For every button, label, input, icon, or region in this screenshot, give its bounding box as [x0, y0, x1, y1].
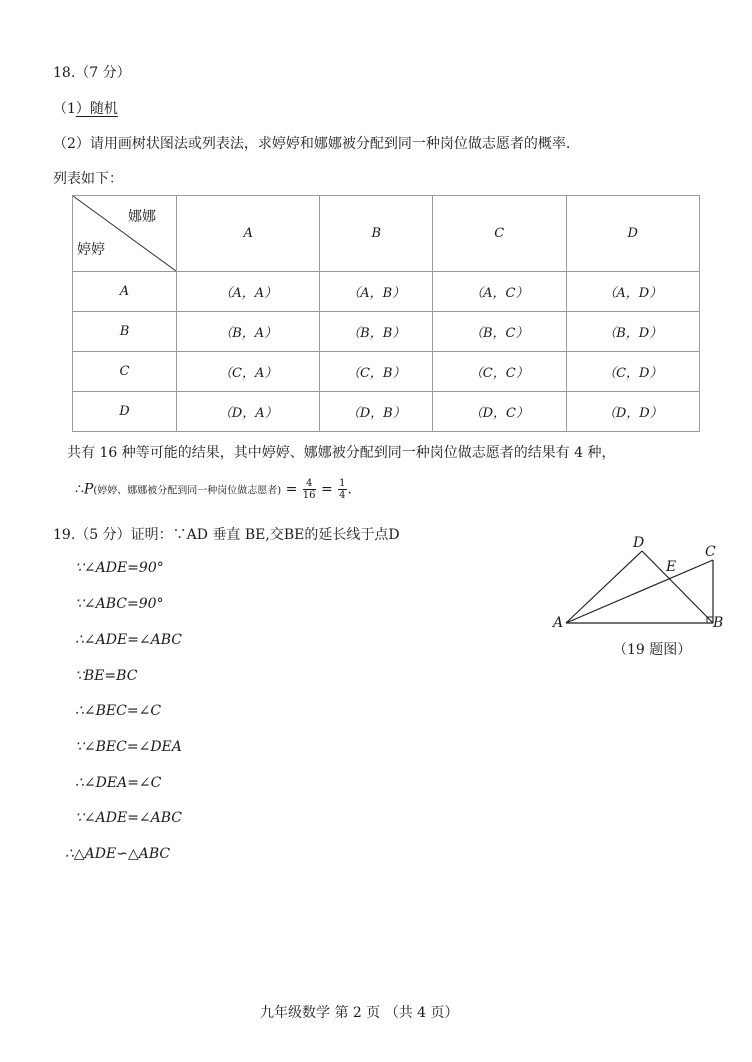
proof-step: ∵∠ADE=∠ABC [75, 810, 183, 826]
table-row [73, 352, 700, 392]
page-footer: 九年级数学 第 2 页 （共 4 页） [260, 1005, 459, 1021]
table-cell: （B，A） [177, 312, 320, 352]
equals-sign: = [285, 481, 298, 498]
fraction-numerator: 1 [339, 478, 346, 489]
q19-heading: 19.（5 分）证明：∵AD 垂直 BE,交BE的延长线于点D [53, 527, 400, 543]
point-label-d: D [633, 535, 645, 551]
point-label-e: E [666, 559, 677, 575]
diagonal-line [73, 196, 176, 271]
point-label-c: C [705, 544, 716, 560]
proof-step: ∵∠ADE=90° [75, 560, 164, 576]
column-header: A [177, 196, 320, 272]
column-header: B [320, 196, 433, 272]
proof-step: ∵BE=BC [75, 668, 138, 684]
table-cell: （B，B） [320, 312, 433, 352]
table-cell: （D，A） [177, 392, 320, 432]
table-cell: （B，C） [433, 312, 566, 352]
row-header: D [73, 392, 177, 432]
table-cell: （C，B） [320, 352, 433, 392]
geometry-figure [550, 535, 740, 658]
table-cell: （B，D） [566, 312, 700, 352]
fraction-denominator: 4 [339, 490, 346, 501]
proof-step: ∴∠BEC=∠C [75, 703, 162, 719]
period: . [347, 481, 352, 498]
corner-top-label: 娜娜 [128, 209, 156, 225]
proof-step: ∵∠BEC=∠DEA [75, 739, 182, 755]
row-header: A [73, 272, 177, 312]
fraction-4-16 [303, 478, 316, 501]
column-header: C [433, 196, 566, 272]
probability-line [75, 478, 352, 501]
fraction-1-4 [338, 478, 346, 501]
column-header: D [566, 196, 700, 272]
table-row [73, 272, 700, 312]
point-label-b: B [713, 615, 724, 631]
table-header-row [73, 196, 700, 272]
probability-event: (婷婷、娜娜被分配到同一种岗位做志愿者) [93, 485, 282, 497]
table-corner-cell [73, 196, 177, 272]
corner-bottom-label: 婷婷 [77, 242, 105, 258]
table-cell: （C，D） [566, 352, 700, 392]
q18-part1-prefix: （1 [53, 101, 76, 117]
equals-sign: = [320, 481, 333, 498]
fraction-numerator: 4 [303, 478, 316, 490]
table-row [73, 312, 700, 352]
proof-conclusion: ∴△ADE∽△ABC [65, 846, 171, 862]
table-cell: （C，A） [177, 352, 320, 392]
q18-part1 [53, 98, 118, 118]
table-cell: （A，D） [566, 272, 700, 312]
row-header: B [73, 312, 177, 352]
table-cell: （C，C） [433, 352, 566, 392]
row-header: C [73, 352, 177, 392]
therefore-symbol: ∴ [75, 481, 84, 498]
q18-part2: （2）请用画树状图法或列表法，求婷婷和娜娜被分配到同一种岗位做志愿者的概率. [53, 136, 571, 152]
proof-step: ∴∠ADE=∠ABC [75, 632, 183, 648]
table-cell: （D，D） [566, 392, 700, 432]
table-cell: （D，B） [320, 392, 433, 432]
table-cell: （A，A） [177, 272, 320, 312]
table-row [73, 392, 700, 432]
proof-step: ∵∠ABC=90° [75, 596, 164, 612]
table-cell: （D，C） [433, 392, 566, 432]
proof-step: ∴∠DEA=∠C [75, 775, 162, 791]
probability-p: P [83, 481, 94, 498]
q18-part1-answer: ）随机 [75, 101, 118, 117]
list-intro: 列表如下： [53, 171, 123, 187]
table-cell: （A，C） [433, 272, 566, 312]
table-cell: （A，B） [320, 272, 433, 312]
point-label-a: A [553, 615, 564, 631]
q18-conclusion: 共有 16 种等可能的结果，其中婷婷、娜娜被分配到同一种岗位做志愿者的结果有 4 种， [67, 445, 616, 461]
fraction-denominator: 16 [302, 490, 316, 501]
q18-heading: 18.（7 分） [53, 65, 131, 81]
outcome-table [72, 195, 700, 432]
figure-caption: （19 题图） [613, 642, 692, 658]
